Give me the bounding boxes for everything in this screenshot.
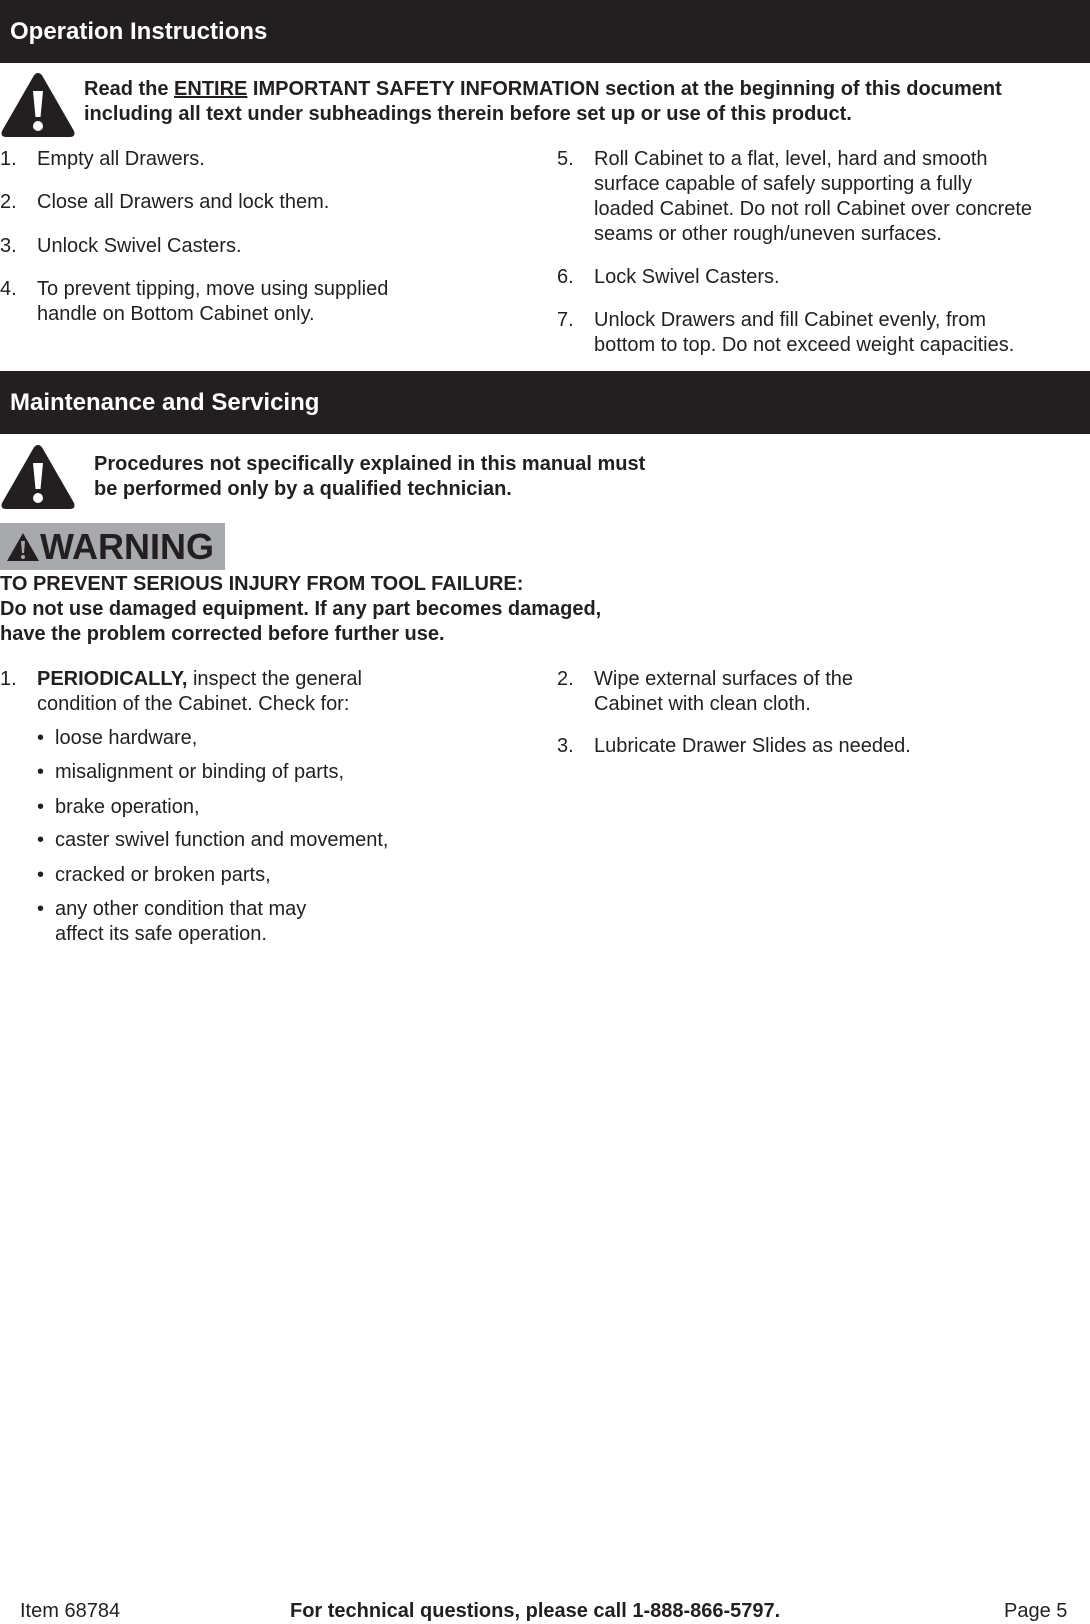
footer-tech-support: For technical questions, please call 1-888-866-5797. <box>290 1600 781 1622</box>
maintenance-technician-notice: Procedures not specifically explained in this manual must be performed only by a qualified technician. <box>94 453 646 500</box>
warning-triangle-icon <box>0 443 76 511</box>
warning-triangle-icon <box>0 71 76 139</box>
footer-page-number: Page 5 <box>1004 1600 1068 1622</box>
operation-safety-notice: Read the ENTIRE IMPORTANT SAFETY INFORMATION section at the beginning of this document including all text under subheadings therein before set up or use of this product. <box>84 78 1002 125</box>
footer-item-number: Item 68784 <box>20 1600 121 1622</box>
maintenance-heading: Maintenance and Servicing <box>0 371 1090 434</box>
warning-triangle-icon <box>6 532 40 562</box>
warning-badge <box>0 523 225 570</box>
warning-label: WARNING <box>40 526 214 567</box>
operation-heading: Operation Instructions <box>0 0 1090 63</box>
warning-text: TO PREVENT SERIOUS INJURY FROM TOOL FAILURE: Do not use damaged equipment. If any part becomes damaged, have the problem corrected before further use. <box>0 573 602 645</box>
